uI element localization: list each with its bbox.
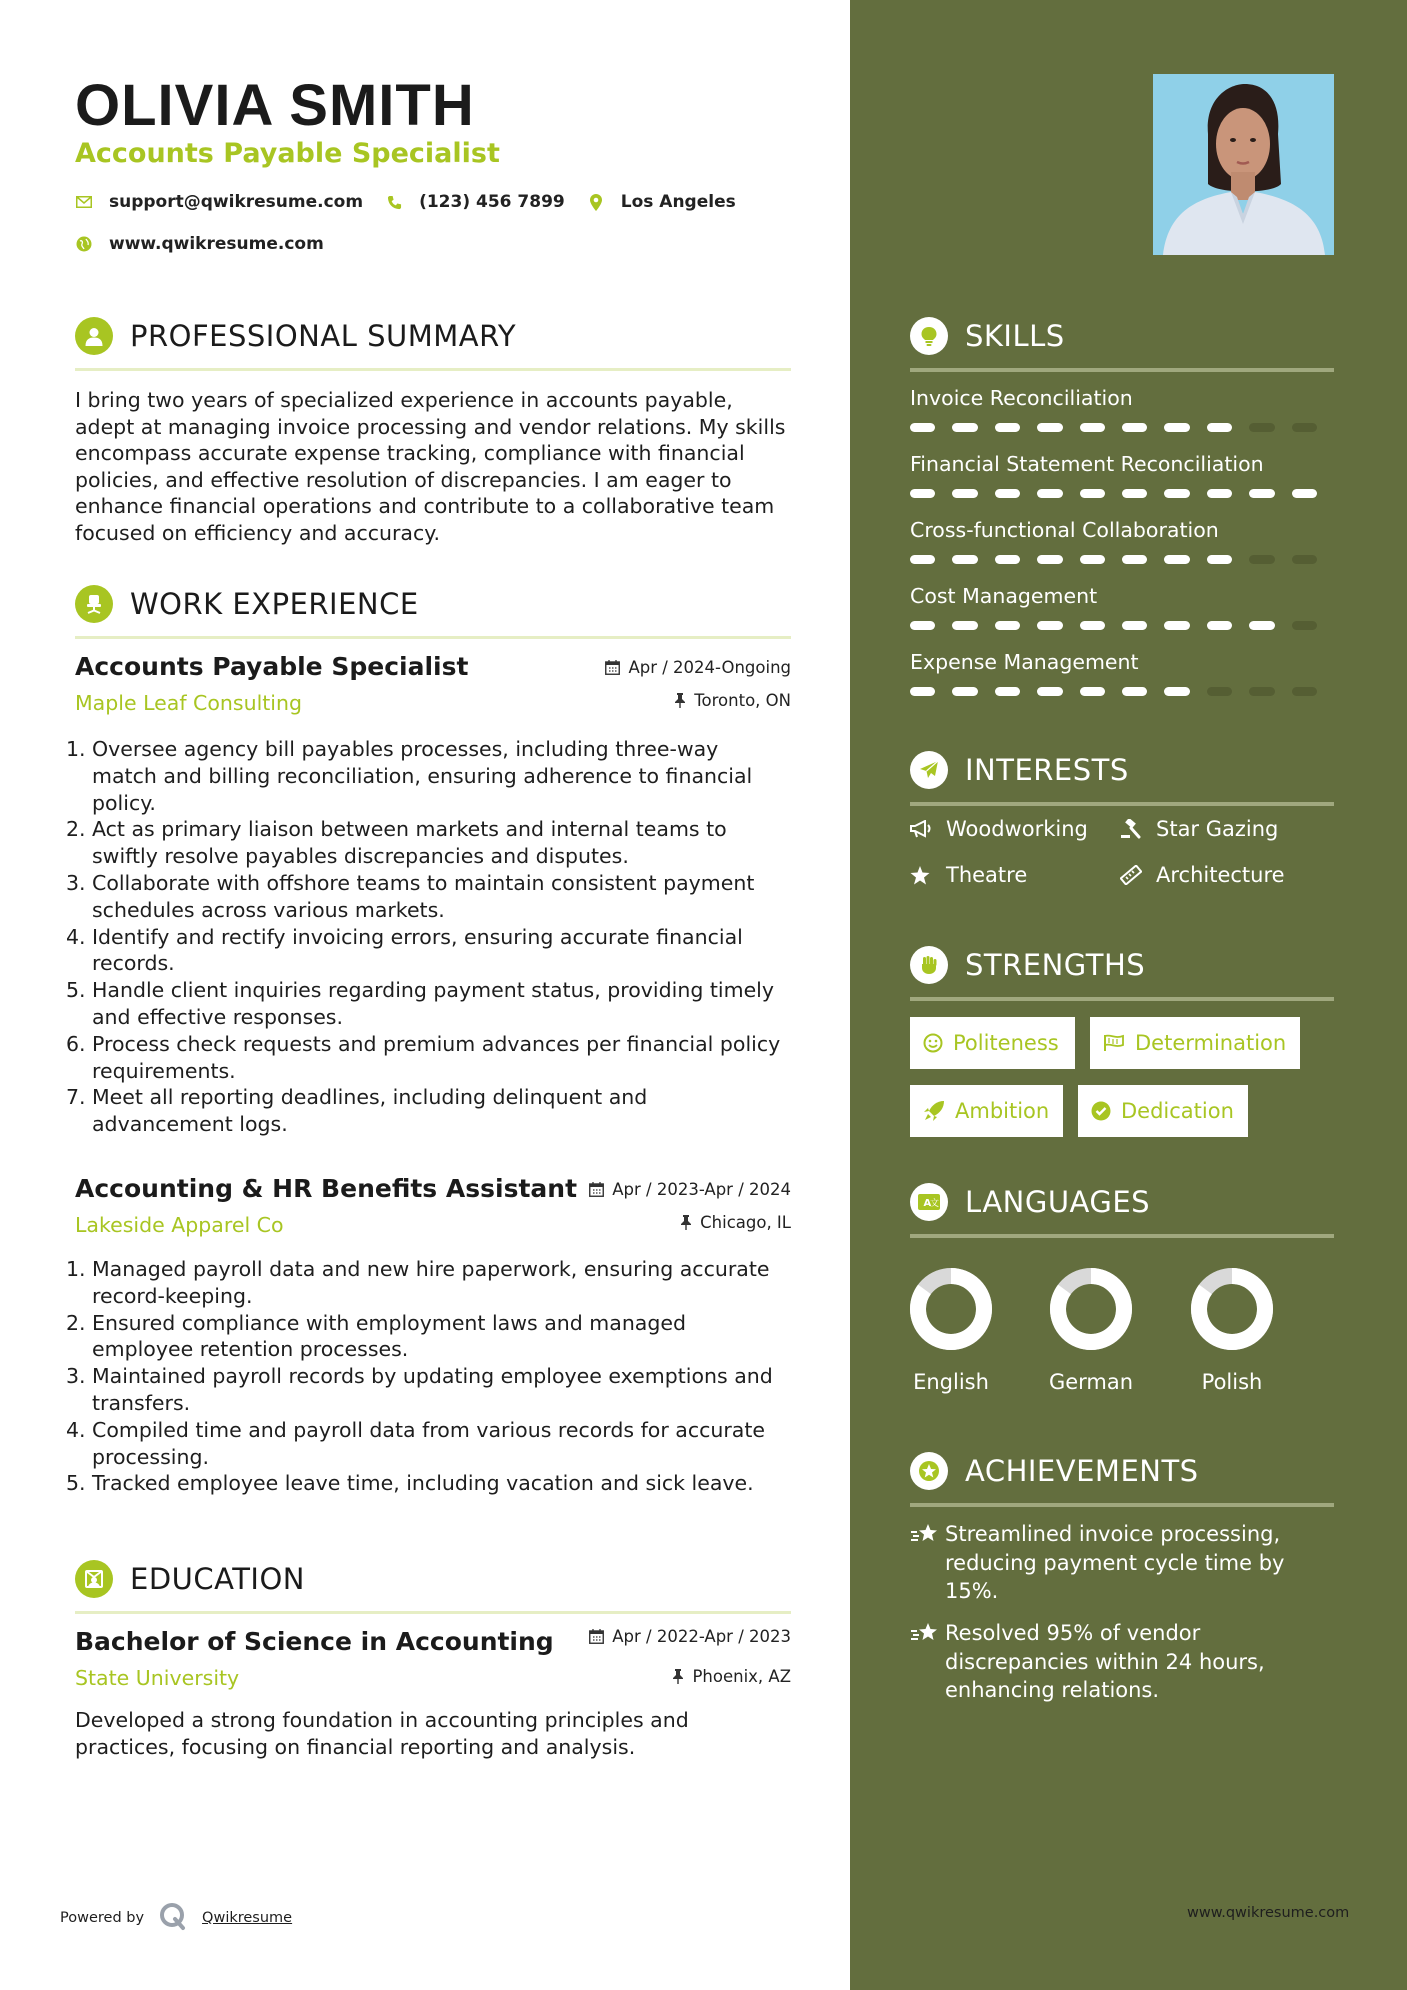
skill-dash-filled (952, 423, 977, 432)
interest-label: Theatre (946, 863, 1028, 887)
strength-badge (910, 1017, 1075, 1069)
skill-dash-filled (952, 555, 977, 564)
languages-title: LANGUAGES (965, 1185, 1151, 1219)
skill-level-bar (910, 621, 1334, 630)
skill-dash-empty (1292, 621, 1317, 630)
interests-section-header (910, 748, 1334, 806)
school-name: State University (75, 1666, 240, 1690)
job-entry (66, 652, 791, 1137)
language-level-ring (1187, 1264, 1277, 1354)
skill-dash-filled (1249, 621, 1274, 630)
list-item: 7. Meet all reporting deadlines, including delinquent and advancement logs. (66, 1085, 648, 1137)
skill-dash-empty (1292, 687, 1317, 696)
section-divider (910, 802, 1334, 806)
list-item: 3. Collaborate with offshore teams to maintain consistent payment schedules across various markets. (66, 870, 755, 922)
skill-dash-filled (995, 687, 1020, 696)
job-entry (66, 1174, 791, 1496)
summary-text: I bring two years of specialized experience in accounts payable, adept at managing invoice processing and vendor relations. My skills encompass accurate expense tracking, compliance with financial policies, and effective resolution of discrepancies. I am eager to enhance financial operations and contribute to a collaborative team focused on efficiency and accuracy. (75, 388, 786, 545)
education-entry (75, 1627, 791, 1759)
job-title: Accounts Payable Specialist (75, 652, 469, 681)
skill-dash-filled (910, 423, 935, 432)
skill-dash-filled (910, 621, 935, 630)
section-divider (75, 368, 791, 371)
skill-dash-filled (910, 489, 935, 498)
flag-icon (1103, 1034, 1125, 1052)
skill-dash-filled (995, 555, 1020, 564)
skill-item (910, 518, 1334, 564)
skill-dash-filled (1207, 489, 1232, 498)
strength-label: Dedication (1121, 1099, 1234, 1123)
strength-label: Ambition (955, 1099, 1050, 1123)
website-row (75, 234, 346, 254)
interest-label: Woodworking (946, 817, 1088, 841)
list-item: 3. Maintained payroll records by updating employee exemptions and transfers. (66, 1364, 773, 1415)
powered-by-label: Powered by (60, 1910, 145, 1926)
languages-section-header (910, 1180, 1334, 1238)
candidate-name: OLIVIA SMITH (75, 73, 475, 138)
skill-item (910, 584, 1334, 630)
skill-dash-filled (1122, 687, 1147, 696)
skill-level-bar (910, 687, 1334, 696)
strengths-title: STRENGTHS (965, 948, 1146, 982)
qwikresume-link[interactable]: Qwikresume (202, 1910, 293, 1926)
job-date (605, 658, 791, 677)
ruler-icon (1120, 865, 1144, 885)
skills-section-header (910, 314, 1334, 372)
interests-title: INTERESTS (965, 753, 1129, 787)
skill-dash-filled (1122, 423, 1147, 432)
star-burst-icon (910, 1520, 945, 1606)
phone-number: (123) 456 7899 (419, 192, 565, 212)
skill-dash-filled (952, 687, 977, 696)
skill-item (910, 452, 1334, 498)
skill-name: Invoice Reconciliation (910, 386, 1133, 410)
education-date-text: Apr / 2022-Apr / 2023 (612, 1627, 791, 1646)
fist-icon (910, 946, 948, 984)
skill-dash-filled (1122, 621, 1147, 630)
list-item: 6. Process check requests and premium advances per financial policy requirements. (66, 1031, 781, 1083)
summary-section-header (75, 314, 791, 371)
gavel-icon (1120, 819, 1144, 839)
skill-dash-filled (995, 423, 1020, 432)
list-item: 1. Oversee agency bill payables processes, including three-way match and billing reconciliation, ensuring adherence to financial policy. (66, 737, 753, 815)
powered-by (60, 1901, 292, 1935)
interest-label: Architecture (1156, 863, 1285, 887)
job-date-text: Apr / 2024-Ongoing (628, 658, 791, 677)
strength-badge (1090, 1017, 1300, 1069)
list-item: 4. Identify and rectify invoicing errors, ensuring accurate financial records. (66, 924, 743, 976)
interest-item (910, 817, 1088, 841)
lightbulb-icon (910, 317, 948, 355)
pushpin-icon (674, 693, 686, 708)
graduation-icon (75, 1560, 113, 1598)
location-pin-icon (587, 193, 605, 211)
rocket-icon (923, 1100, 945, 1122)
star-icon (910, 866, 934, 885)
skill-dash-filled (1164, 621, 1189, 630)
interest-item (910, 863, 1027, 887)
email-link[interactable]: support@qwikresume.com (109, 192, 364, 212)
candidate-role: Accounts Payable Specialist (75, 138, 500, 169)
skill-dash-filled (910, 687, 935, 696)
skill-dash-empty (1249, 555, 1274, 564)
job-company: Lakeside Apparel Co (75, 1213, 284, 1237)
job-location (680, 1213, 791, 1232)
section-divider (910, 1234, 1334, 1238)
language-name: English (913, 1370, 989, 1394)
strength-badge (910, 1085, 1063, 1137)
smile-icon (923, 1033, 943, 1053)
check-circle-icon (1091, 1101, 1111, 1121)
globe-icon (75, 235, 93, 253)
list-item: 2. Act as primary liaison between markets and internal teams to swiftly resolve payables discrepancies and disputes. (66, 817, 727, 869)
location-text: Los Angeles (620, 192, 736, 212)
education-title: EDUCATION (130, 1562, 306, 1596)
strengths-section-header (910, 943, 1334, 1001)
skill-dash-filled (1164, 687, 1189, 696)
contact-row (75, 192, 758, 212)
interest-item (1120, 863, 1285, 887)
section-divider (910, 368, 1334, 372)
calendar-icon (605, 660, 620, 675)
skill-dash-filled (952, 489, 977, 498)
skill-dash-filled (1164, 423, 1189, 432)
job-location-text: Toronto, ON (694, 691, 791, 710)
award-star-icon (910, 1452, 948, 1490)
experience-section-header (75, 582, 791, 639)
section-divider (910, 1503, 1334, 1507)
sidebar (850, 0, 1407, 1990)
skill-dash-filled (1080, 687, 1105, 696)
education-section-header (75, 1557, 791, 1614)
svg-text:文: 文 (930, 1199, 940, 1209)
skill-dash-empty (1292, 555, 1317, 564)
megaphone-icon (910, 820, 934, 838)
pushpin-icon (680, 1215, 692, 1230)
skill-dash-filled (1249, 489, 1274, 498)
education-description: Developed a strong foundation in accounting principles and practices, focusing on financial reporting and analysis. (75, 1708, 689, 1759)
job-location-text: Chicago, IL (700, 1213, 791, 1232)
svg-text:A: A (923, 1198, 932, 1209)
language-name: Polish (1201, 1370, 1263, 1394)
section-divider (75, 1611, 791, 1614)
skill-dash-filled (1037, 423, 1062, 432)
skill-item (910, 650, 1334, 696)
skill-dash-empty (1249, 423, 1274, 432)
skill-dash-filled (1164, 489, 1189, 498)
job-company: Maple Leaf Consulting (75, 691, 303, 715)
website-link[interactable]: www.qwikresume.com (109, 234, 324, 254)
strength-label: Politeness (953, 1031, 1059, 1055)
job-date-text: Apr / 2023-Apr / 2024 (612, 1180, 791, 1199)
profile-photo (1153, 74, 1334, 255)
skill-dash-filled (1292, 489, 1317, 498)
section-divider (910, 997, 1334, 1001)
skill-dash-filled (1080, 555, 1105, 564)
language-level-ring (1046, 1264, 1136, 1354)
skill-dash-filled (1207, 555, 1232, 564)
skill-dash-filled (1122, 489, 1147, 498)
achievements-section-header (910, 1449, 1334, 1507)
skill-level-bar (910, 555, 1334, 564)
skill-dash-empty (1207, 687, 1232, 696)
job-bullets (66, 1256, 801, 1497)
skill-dash-filled (995, 621, 1020, 630)
achievements-title: ACHIEVEMENTS (965, 1454, 1199, 1488)
paper-plane-icon (910, 751, 948, 789)
skill-level-bar (910, 423, 1334, 432)
skill-dash-filled (1037, 555, 1062, 564)
strength-badge (1078, 1085, 1248, 1137)
calendar-icon (589, 1629, 604, 1644)
skill-dash-filled (1122, 555, 1147, 564)
skill-dash-filled (995, 489, 1020, 498)
skill-dash-filled (1037, 489, 1062, 498)
education-location (672, 1667, 791, 1686)
skill-level-bar (910, 489, 1334, 498)
skill-name: Financial Statement Reconciliation (910, 452, 1264, 476)
calendar-icon (589, 1182, 604, 1197)
list-item: 4. Compiled time and payroll data from various records for accurate processing. (66, 1417, 766, 1469)
pushpin-icon (672, 1669, 684, 1684)
skill-dash-filled (1164, 555, 1189, 564)
list-item: 2. Ensured compliance with employment laws and managed employee retention processes. (66, 1310, 687, 1362)
achievement-item: Streamlined invoice processing, reducing payment cycle time by 15%. (910, 1520, 1330, 1606)
education-date (589, 1627, 791, 1646)
interest-item (1120, 817, 1278, 841)
skill-item (910, 386, 1334, 432)
language-level-ring (906, 1264, 996, 1354)
interest-label: Star Gazing (1156, 817, 1279, 841)
achievement-item: Resolved 95% of vendor discrepancies within 24 hours, enhancing relations. (910, 1619, 1330, 1705)
degree-title: Bachelor of Science in Accounting (75, 1627, 554, 1656)
experience-title: WORK EXPERIENCE (130, 587, 419, 621)
job-date (589, 1180, 791, 1199)
language-icon (910, 1183, 948, 1221)
skill-dash-filled (1080, 621, 1105, 630)
strength-label: Determination (1135, 1031, 1287, 1055)
office-chair-icon (75, 585, 113, 623)
skill-name: Cross-functional Collaboration (910, 518, 1219, 542)
language-item (896, 1264, 1006, 1394)
summary-title: PROFESSIONAL SUMMARY (130, 319, 517, 353)
list-item: 1. Managed payroll data and new hire paperwork, ensuring accurate record-keeping. (66, 1257, 770, 1308)
language-item (1177, 1264, 1287, 1394)
qwikresume-logo-icon (158, 1901, 188, 1935)
skill-dash-filled (1080, 489, 1105, 498)
list-item: 5. Handle client inquiries regarding payment status, providing timely and effective responses. (66, 978, 775, 1029)
skill-dash-filled (1080, 423, 1105, 432)
skill-dash-filled (952, 621, 977, 630)
skill-dash-filled (1207, 423, 1232, 432)
list-item: 5. Tracked employee leave time, including vacation and sick leave. (66, 1471, 754, 1496)
user-icon (75, 317, 113, 355)
language-name: German (1048, 1370, 1134, 1394)
skill-dash-empty (1292, 423, 1317, 432)
skills-title: SKILLS (965, 319, 1065, 353)
skill-dash-filled (1207, 621, 1232, 630)
mail-icon (75, 193, 93, 211)
skill-name: Expense Management (910, 650, 1139, 674)
skill-dash-filled (1037, 687, 1062, 696)
skill-name: Cost Management (910, 584, 1098, 608)
footer-website[interactable]: www.qwikresume.com (1187, 1905, 1350, 1921)
star-burst-icon (910, 1619, 945, 1705)
skill-dash-filled (1037, 621, 1062, 630)
section-divider (75, 636, 791, 639)
job-location (674, 691, 791, 710)
language-item (1036, 1264, 1146, 1394)
phone-icon (385, 193, 403, 211)
skill-dash-empty (1249, 687, 1274, 696)
job-bullets (66, 736, 801, 1138)
skill-dash-filled (910, 555, 935, 564)
job-title: Accounting & HR Benefits Assistant (75, 1174, 578, 1203)
education-location-text: Phoenix, AZ (692, 1667, 791, 1686)
